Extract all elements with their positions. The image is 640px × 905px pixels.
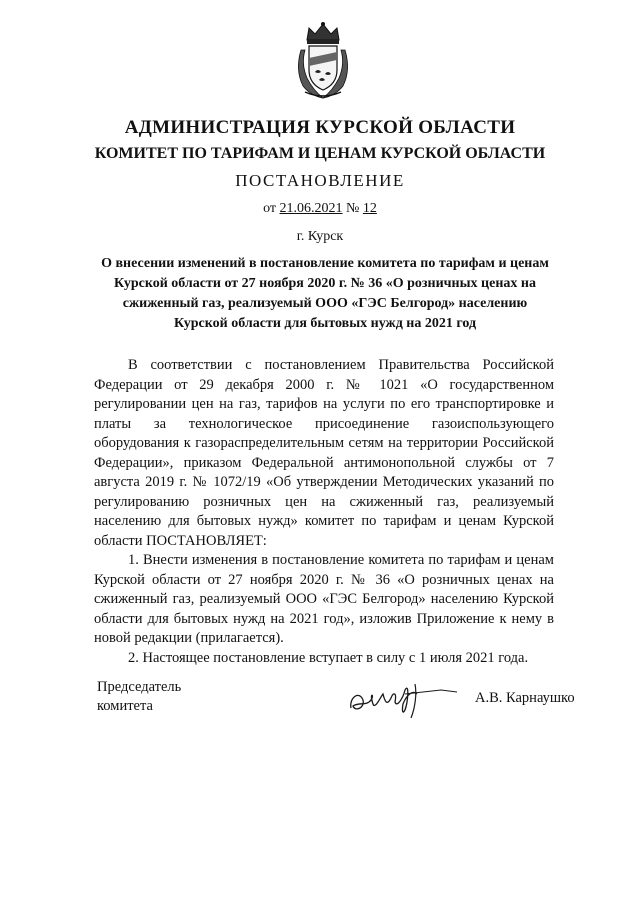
position-line-2: комитета <box>97 698 153 714</box>
document-date-number <box>0 201 640 217</box>
preamble-text: В соответствии с постановлением Правительства Российской Федерации от 29 декабря 2000 г. № 1021 «О государственном регулировании цен на газ, тарифов на услуги по его транспортировке и платы за технологическое присоединение газоиспользующего оборудования к газораспределительным сетям на территории Российской Федерации», приказом Федеральной антимонопольной службы от 7 августа 2019 г. № 1072/19 «Об утверждении Методических указаний по регулированию розничных цен на сжиженный газ, реализуемый населению для бытовых нужд» комитет по тарифам и ценам Курской области <box>94 357 554 549</box>
document-body <box>94 356 554 668</box>
resolves-heading: ПОСТАНОВЛЯЕТ: <box>146 532 267 549</box>
administration-title: АДМИНИСТРАЦИЯ КУРСКОЙ ОБЛАСТИ <box>124 117 516 138</box>
item-2-paragraph: 2. Настоящее постановление вступает в силу с 1 июля 2021 года. <box>128 649 529 666</box>
document-subject: О внесении изменений в постановление комитета по тарифам и ценам Курской области от 27 ноября 2020 г. № 36 «О розничных ценах на сжиженный газ, реализуемый ООО «ГЭС Белгород» населению Курской области для бытовых нужд на 2021 год <box>101 256 549 331</box>
handwritten-signature <box>345 680 460 720</box>
position-line-1: Председатель <box>97 679 182 695</box>
kursk-coat-of-arms-icon <box>293 20 353 100</box>
signatory-name: А.В. Карнаушко <box>475 690 575 706</box>
city: г. Курск <box>296 229 344 244</box>
number-prefix: № <box>346 201 360 216</box>
date-prefix: от <box>263 201 277 216</box>
document-date: 21.06.2021 <box>279 201 343 216</box>
signatory-position <box>97 678 181 716</box>
document-type: ПОСТАНОВЛЕНИЕ <box>235 171 405 190</box>
preamble-paragraph <box>94 356 554 551</box>
item-1-paragraph: 1. Внести изменения в постановление комитета по тарифам и ценам Курской области от 27 ноября 2020 г. № 36 «О розничных ценах на сжиженный газ, реализуемый ООО «ГЭС Белгород» населению Курской области для бытовых нужд на 2021 год», изложив Приложение к нему в новой редакции (прилагается). <box>94 552 554 646</box>
committee-title: КОМИТЕТ ПО ТАРИФАМ И ЦЕНАМ КУРСКОЙ ОБЛАСТИ <box>94 145 546 162</box>
document-number: 12 <box>362 201 377 216</box>
